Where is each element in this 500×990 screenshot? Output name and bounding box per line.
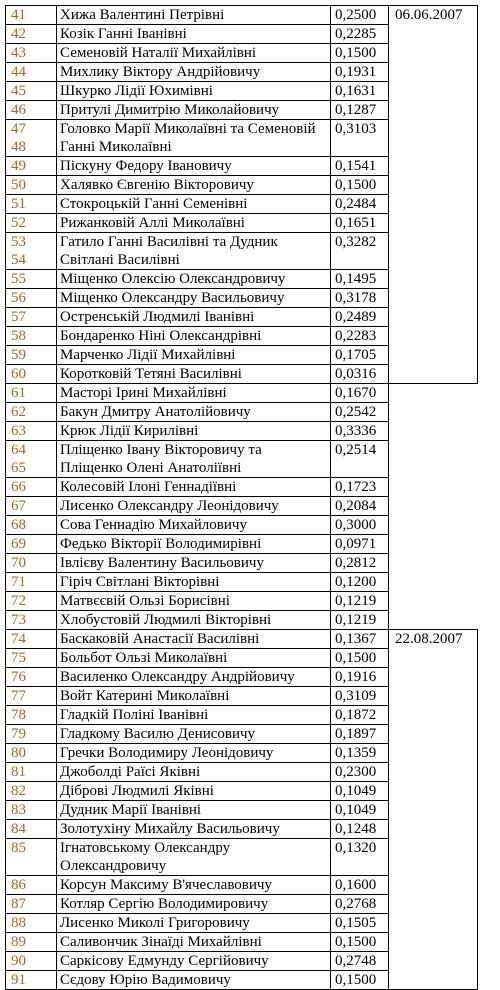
row-number: 45 <box>11 83 26 99</box>
area-cell: 0,2768 <box>331 895 389 914</box>
row-number-cell <box>6 516 57 535</box>
owner-name-cell: Гатило Ганні Василівні та Дудник Світлані Василівні <box>57 233 331 270</box>
row-number: 80 <box>11 745 26 761</box>
area-cell: 0,1219 <box>331 592 389 611</box>
row-number-cell <box>6 706 57 725</box>
area-cell: 0,2500 <box>331 6 389 25</box>
row-number-cell <box>6 346 57 365</box>
area-cell: 0,2283 <box>331 327 389 346</box>
row-number-cell <box>6 120 57 157</box>
area-cell: 0,1916 <box>331 668 389 687</box>
row-number: 73 <box>11 612 26 628</box>
owner-name-cell: Рижанковій Аллі Миколаївні <box>57 214 331 233</box>
owner-name-cell: Діброві Людмилі Яківні <box>57 782 331 801</box>
owner-name-cell: Войт Катерині Миколаївні <box>57 687 331 706</box>
row-number-cell <box>6 101 57 120</box>
row-number: 70 <box>11 555 26 571</box>
owner-name-cell: Сова Геннадію Михайловичу <box>57 516 331 535</box>
row-number: 59 <box>11 347 26 363</box>
row-number-cell <box>6 44 57 63</box>
row-number-cell <box>6 611 57 630</box>
table-row <box>6 384 478 403</box>
area-cell: 0,3282 <box>331 233 389 270</box>
owner-name-cell: Гречки Володимиру Леонідовичу <box>57 744 331 763</box>
area-cell: 0,1670 <box>331 384 389 403</box>
area-cell: 0,1495 <box>331 270 389 289</box>
row-number: 89 <box>11 934 26 950</box>
row-number: 47 <box>11 121 26 137</box>
owner-name-cell: Бакун Дмитру Анатолійовичу <box>57 403 331 422</box>
row-number-cell <box>6 63 57 82</box>
row-number: 61 <box>11 385 26 401</box>
row-number-cell <box>6 592 57 611</box>
row-number-cell <box>6 782 57 801</box>
area-cell: 0,1500 <box>331 649 389 668</box>
owner-name-cell: Федько Вікторії Володимирівні <box>57 535 331 554</box>
row-number-cell <box>6 327 57 346</box>
table-row <box>6 630 478 649</box>
area-cell: 0,1500 <box>331 44 389 63</box>
row-number: 82 <box>11 783 26 799</box>
row-number-cell <box>6 384 57 403</box>
area-cell: 0,0316 <box>331 365 389 384</box>
row-number-cell <box>6 744 57 763</box>
owner-name-cell: Михлику Віктору Андрійовичу <box>57 63 331 82</box>
owner-name-cell: Гладкій Поліні Іванівні <box>57 706 331 725</box>
row-number-cell <box>6 308 57 327</box>
area-cell: 0,2300 <box>331 763 389 782</box>
owner-name-cell: Колесовій Ілоні Геннадіївні <box>57 478 331 497</box>
owner-name-cell: Гладкому Василю Денисовичу <box>57 725 331 744</box>
area-cell: 0,2514 <box>331 441 389 478</box>
owner-name-cell: Івлієву Валентину Васильовичу <box>57 554 331 573</box>
table-row <box>6 535 478 554</box>
table-row <box>6 592 478 611</box>
area-cell: 0,2812 <box>331 554 389 573</box>
owner-name-cell: Семеновій Наталії Михайлівні <box>57 44 331 63</box>
row-number: 87 <box>11 896 26 912</box>
area-cell: 0,3000 <box>331 516 389 535</box>
owner-name-cell: Баскаковій Анастасії Василівні <box>57 630 331 649</box>
area-cell: 0,3336 <box>331 422 389 441</box>
row-number: 74 <box>11 631 26 647</box>
row-number: 76 <box>11 669 26 685</box>
owner-name-cell: Бондаренко Ніні Олександрівні <box>57 327 331 346</box>
area-cell: 0,3178 <box>331 289 389 308</box>
area-cell: 0,1723 <box>331 478 389 497</box>
row-number-cell <box>6 763 57 782</box>
row-number-cell <box>6 914 57 933</box>
area-cell: 0,1500 <box>331 933 389 952</box>
row-number-cell <box>6 214 57 233</box>
owner-name-cell: Піскуну Федору Івановичу <box>57 157 331 176</box>
owner-name-cell: Золотухіну Михайлу Васильовичу <box>57 820 331 839</box>
owner-name-cell: Саркісову Едмунду Сергійовичу <box>57 952 331 971</box>
area-cell: 0,2084 <box>331 497 389 516</box>
row-number: 75 <box>11 650 26 666</box>
owner-name-cell: Міщенко Олексію Олександровичу <box>57 270 331 289</box>
owner-name-cell: Марченко Лідії Михайлівні <box>57 346 331 365</box>
owner-name-cell: Дудник Марії Іванівні <box>57 801 331 820</box>
row-number: 51 <box>11 196 26 212</box>
row-number: 67 <box>11 498 26 514</box>
owner-name-cell: Лисенко Олександру Леонідовичу <box>57 497 331 516</box>
row-number: 50 <box>11 177 26 193</box>
row-number-cell <box>6 554 57 573</box>
owner-name-cell: Хлобустовій Людмилі Вікторівні <box>57 611 331 630</box>
row-number: 57 <box>11 309 26 325</box>
row-number-cell <box>6 233 57 270</box>
row-number: 52 <box>11 215 26 231</box>
area-cell: 0,1320 <box>331 839 389 876</box>
area-cell: 0,1897 <box>331 725 389 744</box>
row-number-cell <box>6 630 57 649</box>
row-number: 46 <box>11 102 26 118</box>
area-cell: 0,1287 <box>331 101 389 120</box>
row-number: 42 <box>11 26 26 42</box>
row-number: 86 <box>11 877 26 893</box>
row-number-cell <box>6 82 57 101</box>
table-body <box>6 6 478 990</box>
table-row <box>6 6 478 25</box>
row-number: 55 <box>11 271 26 287</box>
area-cell: 0,2285 <box>331 25 389 44</box>
row-number: 49 <box>11 158 26 174</box>
row-number-cell <box>6 365 57 384</box>
owner-name-cell: Головко Марії Миколаївні та Семеновій Ганні Миколаївні <box>57 120 331 157</box>
row-number: 69 <box>11 536 26 552</box>
owner-name-cell: Василенко Олександру Андрійовичу <box>57 668 331 687</box>
area-cell: 0,2489 <box>331 308 389 327</box>
owner-name-cell: Стокроцькій Ганні Семенівні <box>57 195 331 214</box>
row-number-cell <box>6 801 57 820</box>
area-cell: 0,1248 <box>331 820 389 839</box>
table-row <box>6 422 478 441</box>
area-cell: 0,2542 <box>331 403 389 422</box>
row-number-cell <box>6 725 57 744</box>
owner-name-cell: Саливончик Зінаїді Михайлівні <box>57 933 331 952</box>
table-row <box>6 441 478 478</box>
owner-name-cell: Остренській Людмилі Іванівні <box>57 308 331 327</box>
owner-name-cell: Козік Ганні Іванівні <box>57 25 331 44</box>
row-number-cell <box>6 157 57 176</box>
row-number-cell <box>6 876 57 895</box>
row-number: 54 <box>11 252 26 268</box>
area-cell: 0,1541 <box>331 157 389 176</box>
table-row <box>6 403 478 422</box>
row-number: 78 <box>11 707 26 723</box>
area-cell: 0,1049 <box>331 801 389 820</box>
row-number-cell <box>6 839 57 876</box>
row-number-cell <box>6 952 57 971</box>
row-number: 84 <box>11 821 26 837</box>
row-number: 56 <box>11 290 26 306</box>
row-number: 90 <box>11 953 26 969</box>
owner-name-cell: Котляр Сергію Володимировичу <box>57 895 331 914</box>
row-number-cell <box>6 270 57 289</box>
decision-date-cell: 06.06.2007 <box>389 6 478 384</box>
row-number-cell <box>6 820 57 839</box>
owner-name-cell: Матвєєвій Ользі Борисівні <box>57 592 331 611</box>
row-number-cell <box>6 478 57 497</box>
land-allocation-table <box>5 5 478 990</box>
owner-name-cell: Лисенко Миколі Григоровичу <box>57 914 331 933</box>
row-number-cell <box>6 895 57 914</box>
area-cell: 0,1200 <box>331 573 389 592</box>
row-number: 85 <box>11 840 26 856</box>
area-cell: 0,2484 <box>331 195 389 214</box>
row-number-cell <box>6 289 57 308</box>
row-number: 44 <box>11 64 26 80</box>
area-cell: 0,1359 <box>331 744 389 763</box>
row-number: 91 <box>11 972 26 988</box>
row-number-cell <box>6 535 57 554</box>
row-number-cell <box>6 25 57 44</box>
row-number: 79 <box>11 726 26 742</box>
row-number: 65 <box>11 460 26 476</box>
decision-date-cell: 22.08.2007 <box>389 630 478 990</box>
owner-name-cell: Міщенко Олександру Васильовичу <box>57 289 331 308</box>
owner-name-cell: Гіріч Світлані Вікторівні <box>57 573 331 592</box>
row-number: 64 <box>11 442 26 458</box>
area-cell: 0,1219 <box>331 611 389 630</box>
area-cell: 0,1631 <box>331 82 389 101</box>
owner-name-cell: Притулі Димитрію Миколайовичу <box>57 101 331 120</box>
row-number-cell <box>6 668 57 687</box>
row-number-cell <box>6 649 57 668</box>
row-number-cell <box>6 403 57 422</box>
area-cell: 0,1651 <box>331 214 389 233</box>
table-row <box>6 611 478 630</box>
row-number-cell <box>6 687 57 706</box>
owner-name-cell: Пліщенко Івану Вікторовичу та Пліщенко Олені Анатоліївні <box>57 441 331 478</box>
area-cell: 0,1872 <box>331 706 389 725</box>
row-number: 68 <box>11 517 26 533</box>
table-row <box>6 478 478 497</box>
row-number: 62 <box>11 404 26 420</box>
row-number: 72 <box>11 593 26 609</box>
area-cell: 0,0971 <box>331 535 389 554</box>
owner-name-cell: Джоболді Раїсі Яківні <box>57 763 331 782</box>
owner-name-cell: Ігнатовському Олександру Олександровичу <box>57 839 331 876</box>
row-number: 77 <box>11 688 26 704</box>
area-cell: 0,3103 <box>331 120 389 157</box>
row-number: 53 <box>11 234 26 250</box>
row-number-cell <box>6 195 57 214</box>
area-cell: 0,1049 <box>331 782 389 801</box>
row-number: 43 <box>11 45 26 61</box>
row-number: 58 <box>11 328 26 344</box>
row-number: 41 <box>11 7 26 23</box>
row-number-cell <box>6 6 57 25</box>
area-cell: 0,1931 <box>331 63 389 82</box>
area-cell: 0,1600 <box>331 876 389 895</box>
table-row <box>6 554 478 573</box>
row-number: 83 <box>11 802 26 818</box>
owner-name-cell: Коротковій Тетяні Василівні <box>57 365 331 384</box>
row-number: 71 <box>11 574 26 590</box>
row-number: 48 <box>11 139 26 155</box>
area-cell: 0,1500 <box>331 971 389 990</box>
owner-name-cell: Масторі Ірині Михайлівні <box>57 384 331 403</box>
owner-name-cell: Больбот Ользі Миколаївні <box>57 649 331 668</box>
table-row <box>6 497 478 516</box>
row-number: 81 <box>11 764 26 780</box>
row-number-cell <box>6 422 57 441</box>
owner-name-cell: Хижа Валентині Петрівні <box>57 6 331 25</box>
area-cell: 0,1505 <box>331 914 389 933</box>
owner-name-cell: Халявко Євгенію Вікторовичу <box>57 176 331 195</box>
area-cell: 0,2748 <box>331 952 389 971</box>
table-row <box>6 516 478 535</box>
row-number-cell <box>6 971 57 990</box>
row-number-cell <box>6 176 57 195</box>
area-cell: 0,1500 <box>331 176 389 195</box>
area-cell: 0,1705 <box>331 346 389 365</box>
row-number-cell <box>6 933 57 952</box>
row-number-cell <box>6 497 57 516</box>
owner-name-cell: Шкурко Лідії Юхимівні <box>57 82 331 101</box>
table-row <box>6 573 478 592</box>
row-number: 66 <box>11 479 26 495</box>
area-cell: 0,3109 <box>331 687 389 706</box>
row-number-cell <box>6 573 57 592</box>
row-number: 88 <box>11 915 26 931</box>
area-cell: 0,1367 <box>331 630 389 649</box>
owner-name-cell: Корсун Максиму В'ячеславовичу <box>57 876 331 895</box>
row-number-cell <box>6 441 57 478</box>
row-number: 63 <box>11 423 26 439</box>
owner-name-cell: Сєдову Юрію Вадимовичу <box>57 971 331 990</box>
owner-name-cell: Крюк Лідії Кирилівні <box>57 422 331 441</box>
row-number: 60 <box>11 366 26 382</box>
